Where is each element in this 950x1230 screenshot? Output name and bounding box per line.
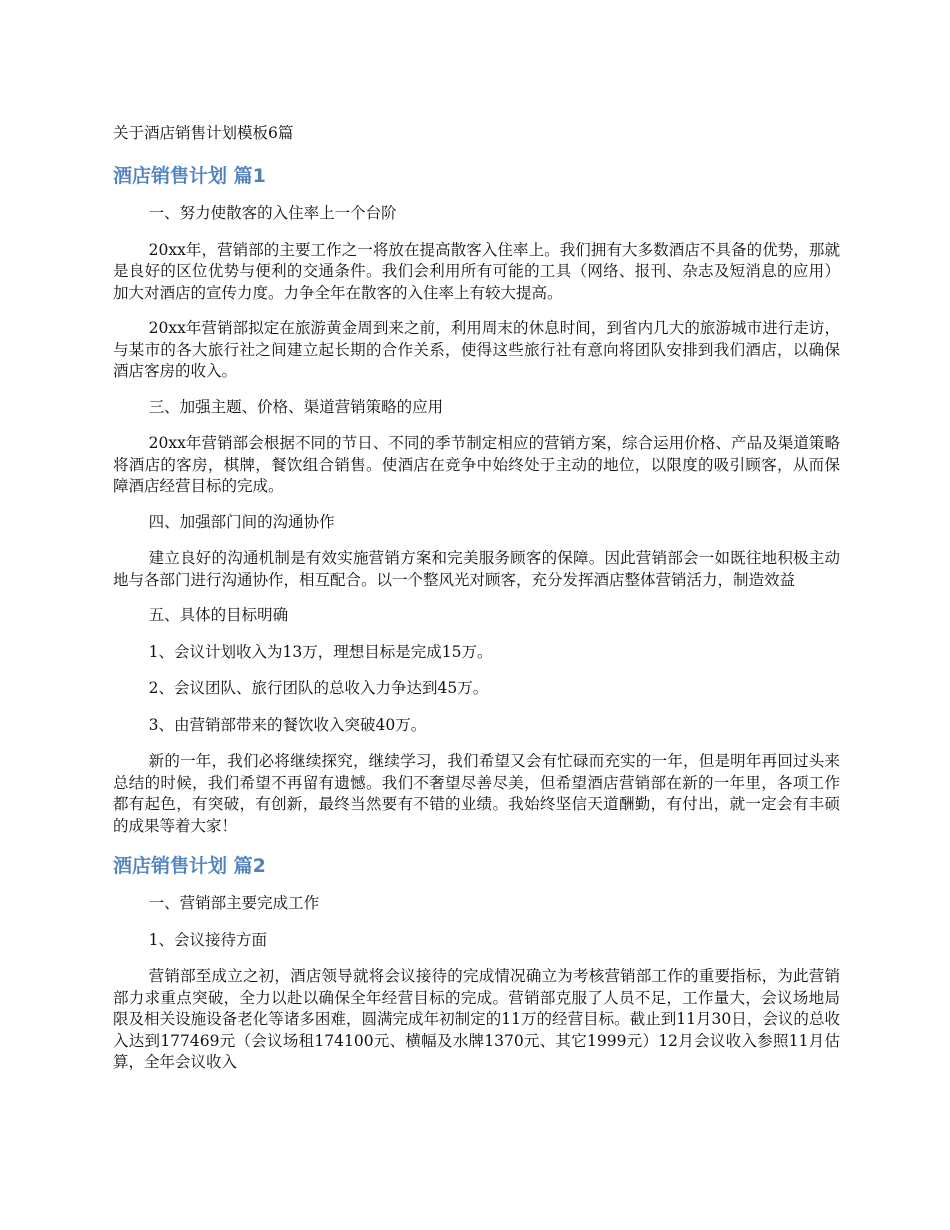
list-item: 1、会议计划收入为13万，理想目标是完成15万。 (148, 642, 493, 661)
document-title: 关于酒店销售计划模板6篇 (113, 124, 294, 142)
paragraph: 三、加强主题、价格、渠道营销策略的应用 (148, 397, 444, 416)
paragraph: 20xx年，营销部的主要工作之一将放在提高散客入住率上。我们拥有大多数酒店不具备的优势，那就是良好的区位优势与便利的交通条件。我们会利用所有可能的工具（网络、报刊、杂志及短消息的应用）加大对酒店的宣传力度。力争全年在散客的入住率上有较大提高。 (113, 240, 840, 302)
paragraph: 20xx年营销部会根据不同的节日、不同的季节制定相应的营销方案，综合运用价格、产品及渠道策略将酒店的客房，棋牌，餐饮组合销售。使酒店在竞争中始终处于主动的地位，以限度的吸引顾客，从而保障酒店经营目标的完成。 (113, 434, 840, 495)
subheading: 1、会议接待方面 (148, 930, 268, 949)
list-item: 3、由营销部带来的餐饮收入突破40万。 (148, 715, 427, 734)
paragraph: 一、营销部主要完成工作 (148, 894, 320, 912)
paragraph: 四、加强部门间的沟通协作 (148, 512, 335, 531)
paragraph: 五、具体的目标明确 (148, 606, 289, 624)
section-heading: 酒店销售计划 篇2 (113, 855, 266, 877)
paragraph: 20xx年营销部拟定在旅游黄金周到来之前，利用周末的休息时间，到省内几大的旅游城市进行走访，与某市的各大旅行社之间建立起长期的合作关系，使得这些旅行社有意向将团队安排到我们酒店，以确保酒店客房的收入。 (113, 319, 840, 380)
list-item: 2、会议团队、旅行团队的总收入力争达到45万。 (148, 679, 489, 697)
paragraph: 新的一年，我们必将继续探究，继续学习，我们希望又会有忙碌而充实的一年，但是明年再回过头来总结的时候，我们希望不再留有遗憾。我们不奢望尽善尽美，但希望酒店营销部在新的一年里，各项工作都有起色，有突破，有创新，最终当然要有不错的业绩。我始终坚信天道酬勤，有付出，就一定会有丰硕的成果等着大家！ (113, 752, 840, 835)
section-heading: 酒店销售计划 篇1 (113, 165, 266, 187)
paragraph: 一、努力使散客的入住率上一个台阶 (148, 204, 397, 222)
paragraph: 建立良好的沟通机制是有效实施营销方案和完美服务顾客的保障。因此营销部会一如既往地积极主动地与各部门进行沟通协作，相互配合。以一个整风光对顾客，充分发挥酒店整体营销活力，制造效益 (113, 549, 840, 589)
paragraph: 营销部至成立之初，酒店领导就将会议接待的完成情况确立为考核营销部工作的重要指标，为此营销部力求重点突破，全力以赴以确保全年经营目标的完成。营销部克服了人员不足，工作量大，会议场地局限及相关设施设备老化等诸多困难，圆满完成年初制定的11万的经营目标。截止到11月30日，会议的总收入达到177469元（会议场租174100元、横幅及水牌1370元、其它1999元）12月会议收入参照11月估算，全年会议收入 (113, 967, 840, 1071)
